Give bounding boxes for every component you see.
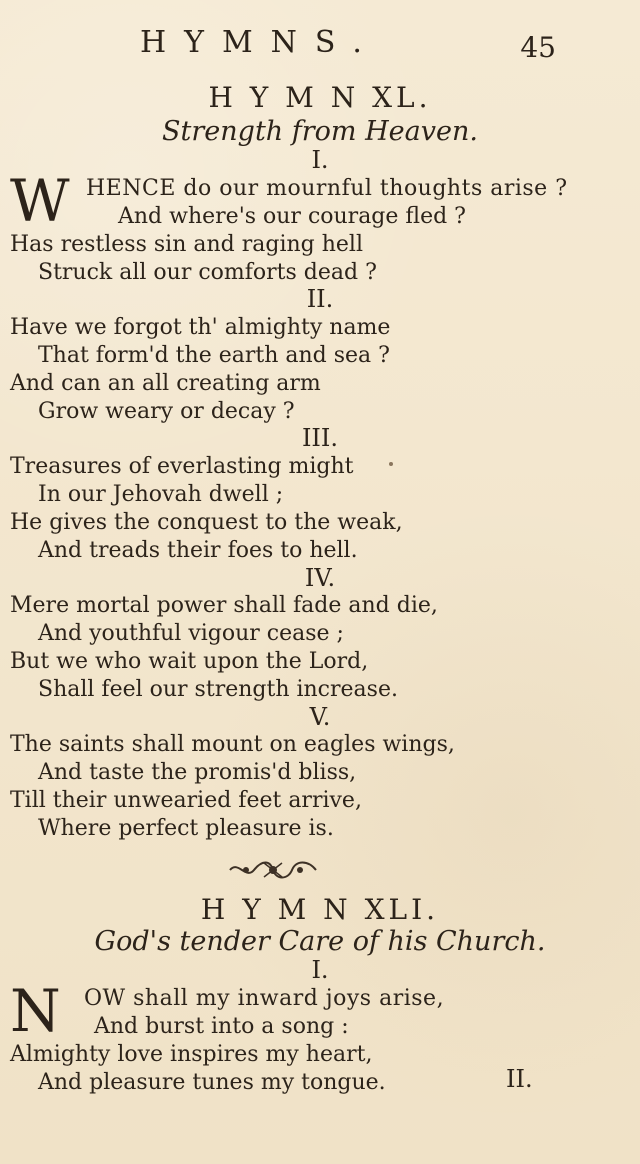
drop-cap: N <box>10 977 61 1045</box>
stanza-line: Has restless sin and raging hell <box>10 232 363 257</box>
stanza-line: Struck all our comforts dead ? <box>38 260 377 285</box>
hymn-title-xl: H Y M N XL. <box>208 81 432 114</box>
stanza-number: IV. <box>304 564 336 592</box>
stanza-line: Treasures of everlasting might <box>10 454 354 479</box>
stanza-line: But we who wait upon the Lord, <box>10 649 369 674</box>
catchword: II. <box>506 1065 533 1093</box>
stanza-first-line: HENCE do our mournful thoughts arise ? <box>86 176 568 201</box>
decorative-ornament <box>228 858 318 882</box>
stanza-line: The saints shall mount on eagles wings, <box>10 732 455 757</box>
stanza-line: Have we forgot th' almighty name <box>10 315 391 340</box>
page-number: 45 <box>520 31 556 64</box>
stanza-number: I. <box>311 146 329 174</box>
stanza-line: Shall feel our strength increase. <box>38 677 398 702</box>
running-title: HYMNS. <box>140 25 380 60</box>
stanza-line: Mere mortal power shall fade and die, <box>10 593 438 618</box>
stanza-line: And pleasure tunes my tongue. <box>38 1070 386 1095</box>
stanza-line: Till their unwearied feet arrive, <box>10 788 362 813</box>
stanza-line: And treads their foes to hell. <box>38 538 358 563</box>
stanza-first-line: OW shall my inward joys arise, <box>84 986 445 1011</box>
ink-dot <box>389 462 393 466</box>
stanza-line: He gives the conquest to the weak, <box>10 510 403 535</box>
hymn-subtitle-gods-tender-care: God's tender Care of his Church. <box>94 926 546 957</box>
stanza-number: V. <box>309 703 331 731</box>
stanza-line: And taste the promis'd bliss, <box>38 760 357 785</box>
stanza-line: And can an all creating arm <box>10 371 321 396</box>
stanza-line: Where perfect pleasure is. <box>38 816 334 841</box>
stanza-number: I. <box>311 956 329 984</box>
stanza-line: And where's our courage fled ? <box>118 204 466 229</box>
stanza-number: II. <box>306 285 334 313</box>
stanza-line: In our Jehovah dwell ; <box>38 482 284 507</box>
stanza-line: Grow weary or decay ? <box>38 399 295 424</box>
stanza-line: And burst into a song : <box>94 1014 349 1039</box>
stanza-line: And youthful vigour cease ; <box>38 621 344 646</box>
hymn-subtitle-strength-from-heaven: Strength from Heaven. <box>162 116 478 147</box>
hymn-title-xli: H Y M N XLI. <box>200 893 440 926</box>
stanza-number: III. <box>301 424 339 452</box>
drop-cap: W <box>10 167 70 235</box>
stanza-line: Almighty love inspires my heart, <box>10 1042 373 1067</box>
stanza-line: That form'd the earth and sea ? <box>38 343 390 368</box>
